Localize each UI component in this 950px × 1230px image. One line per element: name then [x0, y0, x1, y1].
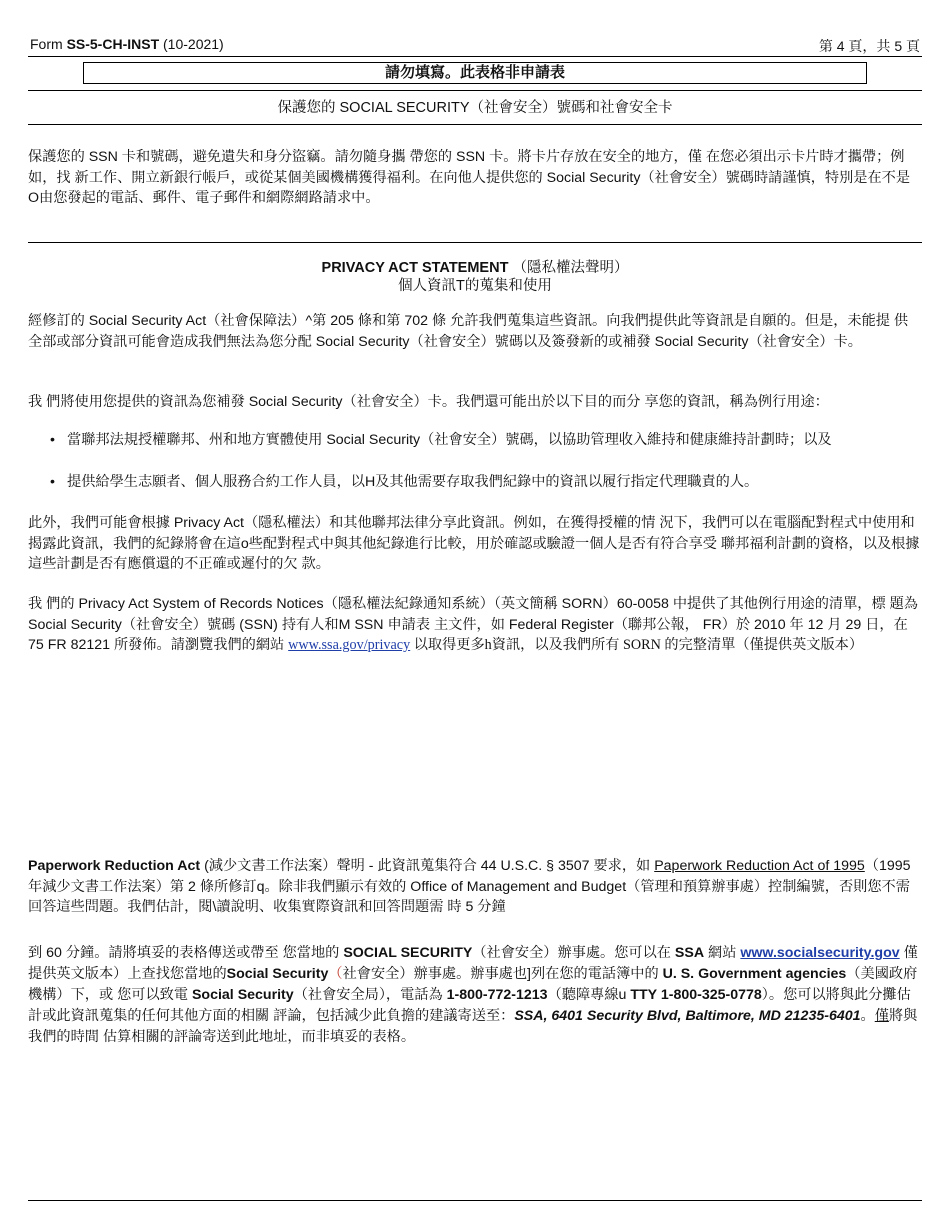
form-date: (10-2021)	[159, 36, 224, 52]
do-not-fill-notice: 請勿填寫。此表格非申請表	[83, 62, 867, 84]
phone-number: 1-800-772-1213	[446, 987, 548, 1003]
socialsecurity-gov-link[interactable]: www.socialsecurity.gov	[740, 945, 900, 961]
privacy-act-heading	[28, 259, 922, 295]
divider	[28, 242, 922, 243]
paperwork-act-1995-link[interactable]: Paperwork Reduction Act of 1995	[654, 858, 865, 874]
divider	[28, 124, 922, 125]
privacy-paragraph-sharing: 此外，我們可能會根據 Privacy Act（隱私權法）和其他聯邦法律分享此資訊。例如，在獲得授權的情 況下，我們可以在電腦配對程式中使用和揭露此資訊，我們的紀錄將會在這o些配對程式中與其他紀錄進行比較，用於確認或驗證一個人是否有符合享受 聯邦福利計劃的資格，以及根據這些計劃是否有應償還的不正確或遲付的欠 款。	[28, 515, 920, 572]
bullet-icon: •	[50, 432, 55, 448]
privacy-paragraph-sorn: 我 們的 Privacy Act System of Records Notices（隱私權法紀錄通知系統）（英文簡稱 SORN）60-0058 中提供了其他例行用途的清單，標 題為 Social Security（社會安全）號碼 (SSN) 持有人和M SSN 申請表 主文件，如 Federal Register（聯邦公報， FR）於 2010 年 12 月 29 日，在 75 FR 82121 所發佈。請瀏覽我們的網站 www.ssa.gov/privacy 以取得更多h資訊，以及我們所有 SORN 的完整清單（僅提供英文版本）	[28, 596, 918, 653]
paperwork-paragraph: Paperwork Reduction Act (減少文書工作法案）聲明 - 此資訊蒐集符合 44 U.S.C. § 3507 要求，如 Paperwork Reduction Act of 1995（1995 年減少文書工作法案）第 2 條所修訂q。除非我們顯示有效的 Office of Management and Budget（管理和預算辦事處）控制編號，否則您不需回答這些問題。我們估計，閱\讀說明、收集實際資訊和回答問題需 時 5 分鐘	[28, 858, 911, 915]
footer-divider	[28, 1200, 922, 1201]
list-item: • 提供給學生志願者、個人服務合約工作人員，以H及其他需要存取我們紀錄中的資訊以履行指定代理職責的人。	[50, 474, 759, 490]
privacy-paragraph-authority: 經修訂的 Social Security Act（社會保障法）^第 205 條和第 702 條 允許我們蒐集這些資訊。向我們提供此等資訊是自願的。但是，未能提 供全部或部分資訊可能會造成我們無法為您分配 Social Security（社會安全）號碼以及簽發新的或補發 Social Security（社會安全）卡。	[28, 313, 909, 350]
privacy-act-title: PRIVACY ACT STATEMENT	[321, 260, 509, 276]
form-code: SS-5-CH-INST	[66, 36, 160, 52]
page-header	[28, 34, 922, 57]
divider	[28, 90, 922, 91]
protect-card-paragraph: 保護您的 SSN 卡和號碼，避免遺失和身分盜竊。請勿隨身攜 帶您的 SSN 卡。將卡片存放在安全的地方，僅 在您必須出示卡片時才攜帶；例如，找 新工作、開立新銀行帳戶，或從某個美國機構獲得福利。在向他人提供您的 Social Security（社會安全）號碼時請謹慎，特別是在不是O由您發起的電話、郵件、電子郵件和網際網路請求中。	[28, 149, 911, 206]
form-page	[28, 0, 922, 1230]
privacy-act-title-zh: （隱私權法聲明）	[512, 260, 629, 276]
ssa-mailing-address: SSA, 6401 Security Blvd, Baltimore, MD 21235-6401	[514, 1008, 861, 1024]
list-item: • 當聯邦法規授權聯邦、州和地方實體使用 Social Security（社會安全）號碼，以協助管理收入維持和健康維持計劃時；以及	[50, 432, 832, 448]
privacy-act-subtitle: 個人資訊T的蒐集和使用	[398, 278, 552, 294]
page-number: 第 4 頁，共 5 頁	[818, 38, 920, 54]
tty-number: TTY 1-800-325-0778	[630, 987, 762, 1003]
paperwork-act-name: Paperwork Reduction Act	[28, 858, 201, 874]
protect-card-title: 保護您的 SOCIAL SECURITY（社會安全）號碼和社會安全卡	[277, 100, 673, 116]
paperwork-contact-paragraph: 到 60 分鐘。請將填妥的表格傳送或帶至 您當地的 SOCIAL SECURITY（社會安全）辦事處。您可以在 SSA 網站 www.socialsecurity.gov 僅提供英文版本）上查找您當地的Social Security（社會安全）辦事處。辦事處也]列在您的電話簿中的 U. S. Government agencies（美國政府機構）下，或 您可以致電 Social Security（社會安全局），電話為 1-800-772-1213（聽障專線u TTY 1-800-325-0778）。您可以將與此分攤估計或此資訊蒐集的任何其他方面的相關 評論，包括減少此負擔的建議寄送至：SSA, 6401 Security Blvd, Baltimore, MD 21235-6401。僅將與我們的時間 估算相關的評論寄送到此地址，而非填妥的表格。	[28, 945, 918, 1045]
privacy-paragraph-uses: 我 們將使用您提供的資訊為您補發 Social Security（社會安全）卡。我們還可能出於以下目的而分 享您的資訊，稱為例行用途：	[28, 394, 829, 410]
form-identifier: Form SS-5-CH-INST (10-2021)	[30, 36, 224, 52]
ssa-privacy-link[interactable]: www.ssa.gov/privacy	[288, 637, 411, 653]
bullet-icon: •	[50, 474, 55, 490]
routine-uses-list	[28, 430, 922, 492]
